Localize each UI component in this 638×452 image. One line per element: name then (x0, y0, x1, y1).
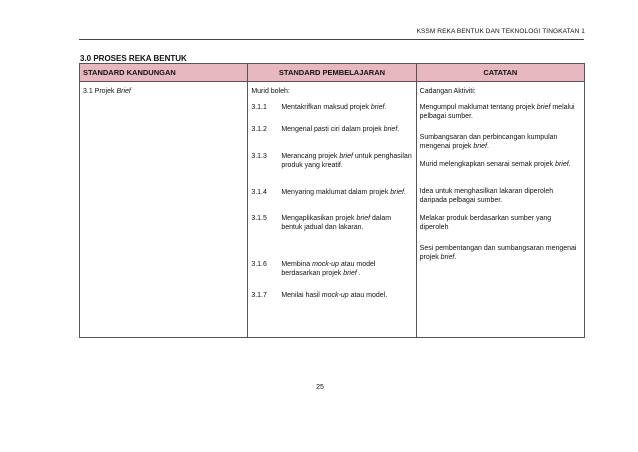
item-text: Mengenal pasti ciri dalam projek brief. (281, 126, 400, 133)
item-number: 3.1.3 (251, 153, 267, 160)
item-number: 3.1.7 (251, 292, 267, 299)
kandungan-prefix: 3.1 Projek (83, 88, 117, 95)
item-number: 3.1.5 (251, 215, 267, 222)
catatan-item: Sesi pembentangan dan sumbangsaran mengenai projek brief. (419, 245, 577, 261)
pembelajaran-item (251, 188, 412, 214)
pembelajaran-item (251, 125, 412, 152)
item-number: 3.1.1 (251, 104, 267, 111)
item-text: Menyaring maklumat dalam projek brief. (281, 189, 406, 196)
header-catatan: CATATAN (416, 64, 584, 82)
cell-standard-pembelajaran (248, 82, 416, 338)
section-title: 3.0 PROSES REKA BENTUK (80, 54, 187, 63)
catatan-item: Murid melengkapkan senarai semak projek brief. (419, 161, 571, 168)
pembelajaran-item (251, 103, 412, 125)
pembelajaran-item (251, 214, 412, 260)
pembelajaran-item (251, 291, 412, 300)
pembelajaran-item (251, 152, 412, 188)
item-number: 3.1.2 (251, 126, 267, 133)
kandungan-emph: Brief (116, 88, 131, 95)
pembelajaran-item (251, 260, 412, 291)
item-text: Mentakrifkan maksud projek brief. (281, 104, 387, 111)
catatan-heading: Cadangan Aktiviti: (419, 88, 476, 95)
running-header: KSSM REKA BENTUK DAN TEKNOLOGI TINGKATAN 1 (416, 28, 585, 35)
cell-catatan (416, 82, 584, 338)
item-text: Menilai hasil mock-up atau model. (281, 292, 388, 299)
pembelajaran-intro: Murid boleh: (251, 88, 290, 95)
item-number: 3.1.4 (251, 189, 267, 196)
header-rule (79, 39, 584, 40)
page-number: 25 (316, 384, 324, 391)
item-text: Mengaplikasikan projek brief dalam bentuk jadual dan lakaran. (281, 215, 392, 231)
catatan-item: Idea untuk menghasilkan lakaran diperoleh daripada pelbagai sumber. (419, 188, 554, 204)
header-standard-kandungan: STANDARD KANDUNGAN (80, 64, 248, 82)
catatan-item: Mengumpul maklumat tentang projek brief melalui pelbagai sumber. (419, 104, 575, 120)
catatan-item: Sumbangsaran dan perbincangan kumpulan mengenai projek brief. (419, 134, 558, 150)
item-text: Merancang projek brief untuk penghasilan produk yang kreatif. (281, 153, 412, 169)
curriculum-table (79, 63, 585, 338)
table-row (80, 82, 585, 338)
item-number: 3.1.6 (251, 261, 267, 268)
item-text: Membina mock-up atau model berdasarkan projek brief . (281, 261, 376, 277)
catatan-item: Melakar produk berdasarkan sumber yang diperoleh (419, 215, 552, 231)
table-header-row (80, 64, 585, 82)
header-standard-pembelajaran: STANDARD PEMBELAJARAN (248, 64, 416, 82)
cell-standard-kandungan (80, 82, 248, 338)
